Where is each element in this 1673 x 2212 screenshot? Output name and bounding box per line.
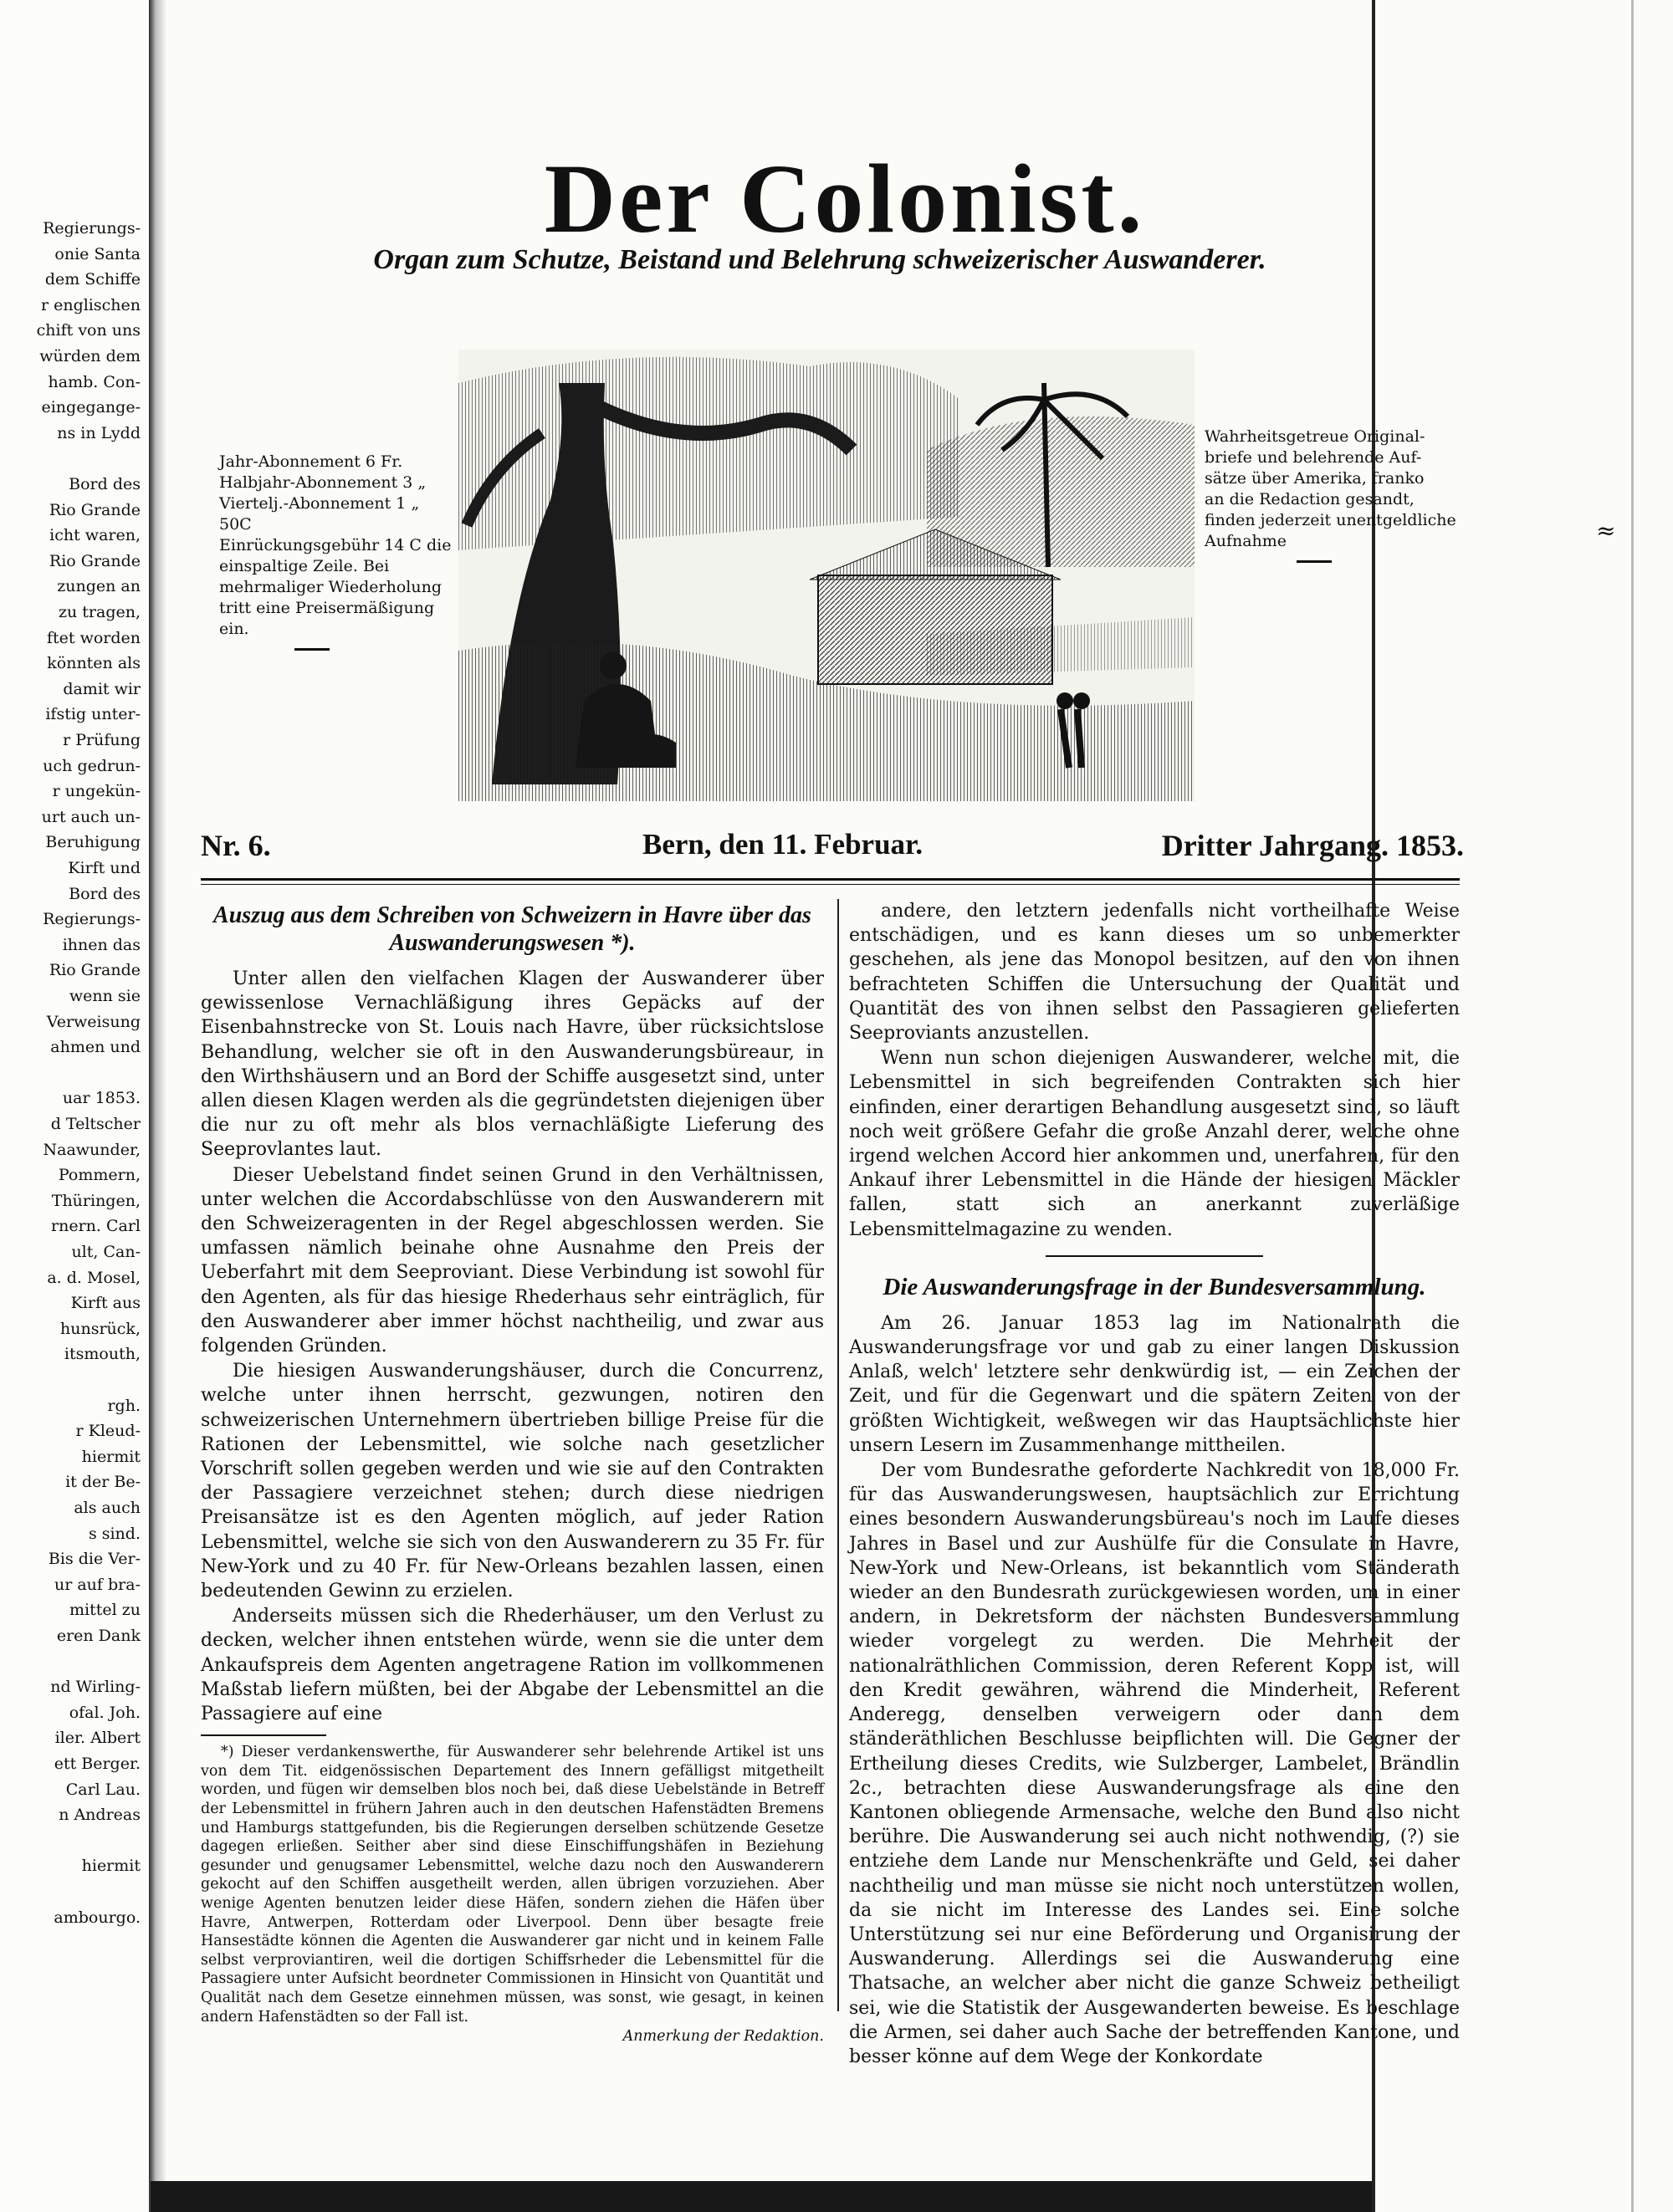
adjacent-page-line: uar 1853.: [62, 1089, 141, 1108]
adjacent-page-line: ett Berger.: [54, 1755, 141, 1773]
adjacent-page-line: Regierungs-: [43, 219, 141, 238]
subscription-line: einspaltige Zeile. Bei: [219, 557, 390, 575]
paragraph: Die hiesigen Auswanderungshäuser, durch die Concurrenz, welche unter ihnen herrscht, gezwungen, notiren den schweizerischen Unternehmern übertrieben billige Preise für die Rationen der Lebensmittel, wie solche nach gesetzlicher Vorschrift sollen gegeben werden und wie sie auf den Contrakten der Passagiere verzeichnet stehen; durch diese niedrigen Preisansätze ist es den Agenten möglich, auf jeder Ration Lebensmittel, welche sie sich von den Auswanderern zu 35 Fr. für New-York und zu 40 Fr. für New-Orleans bezahlen lassen, einen bedeutenden Gewinn zu erzielen.: [201, 1361, 824, 1602]
adjacent-page-line: hunsrück,: [60, 1319, 141, 1338]
subscription-lines: [219, 452, 453, 640]
editorial-line: finden jederzeit unentgeldliche: [1205, 511, 1456, 529]
masthead-illustration: [458, 350, 1195, 801]
adjacent-page-line: ofal. Joh.: [69, 1703, 141, 1722]
adjacent-page-line: ihnen das: [62, 935, 141, 954]
adjacent-page-line: uch gedrun-: [43, 756, 141, 775]
article1-body: [201, 967, 824, 1726]
adjacent-page-line: würden dem: [39, 347, 141, 365]
adjacent-page-strip: [0, 0, 154, 2212]
footnote: [201, 1743, 824, 2046]
adjacent-page-line: chift von uns: [36, 321, 141, 340]
article-separator: [1046, 1255, 1263, 1257]
adjacent-page-line: onie Santa: [54, 244, 141, 263]
scan-bottom-edge: [151, 2181, 1372, 2212]
page-gutter-shadow: [149, 0, 166, 2212]
adjacent-page-line: nd Wirling-: [50, 1678, 141, 1697]
adjacent-page-line: Bord des: [69, 884, 141, 903]
adjacent-page-line: s sind.: [88, 1524, 141, 1543]
subscription-line: Einrückungsgebühr 14 C die: [219, 536, 452, 554]
paragraph: Unter allen den vielfachen Klagen der Auswanderer über gewissenlose Vernachläßigung ihres Gepäcks auf der Eisenbahnstrecke von St. Louis nach Havre, über rücksichtslose Behandlung, welcher sie oft in den Auswanderungsbüreaur, in den Wirthshäusern und an Bord der Schiffe ausgesetzt sind, unter allen diesen Klagen werden als die gegründetsten diejenigen über die nur zu oft mehr als blos vernachläßigte Lieferung des Seeprovlantes laut.: [201, 968, 824, 1161]
left-column: [201, 902, 824, 2046]
adjacent-page-line: urt auch un-: [41, 807, 141, 826]
subscription-line: ein.: [219, 620, 249, 638]
adjacent-page-line: Verweisung: [46, 1012, 141, 1031]
issue-line: [201, 828, 1464, 865]
paragraph: *) Dieser verdankenswerthe, für Auswanderer sehr belehrende Artikel ist uns von dem Tit. eidgenössischen Departement des Innern gefälligst mitgetheilt worden, und fügen wir demselben blos noch bei, daß diese Uebelstände in Betreff der Lebensmittel in frühern Jahren auch in den deutschen Hafenstädten Bremens und Hamburgs stattgefunden, bis die Regierungen derselben schützende Gesetze dagegen erließen. Seither aber sind diese Einschiffungshäfen in Beziehung gesunder und genugsamer Lebensmittel, welche dazu noch den Auswanderern gekocht auf den Schiffen ausgetheilt werden, allen übrigen vorzuziehen. Aber wenige Agenten benutzen leider diese Häfen, sondern ziehen die Häfen über Havre, Antwerpen, Rotterdam oder Liverpool. Denn über besagte freie Hansestädte können die Agenten die Auswanderer gar nicht und in keinem Falle selbst verproviantiren, weil die dortigen Schiffsrheder die Lebensmittel für die Passagiere unter Aufsicht beordneter Commissionen in Hinsicht von Quantität und Qualität nach dem Gesetze einnehmen müssen, was sonst, wie gesagt, in keinen andern Hafenstädten so der Fall ist.: [201, 1744, 824, 2026]
editorial-lines: [1205, 427, 1481, 552]
adjacent-page-line: d Teltscher: [50, 1115, 141, 1133]
adjacent-page-line: Bis die Ver-: [48, 1550, 141, 1569]
margin-mark: ≈: [1596, 517, 1616, 544]
adjacent-page-line: ns in Lydd: [57, 423, 141, 442]
editorial-line: an die Redaction gesandt,: [1205, 490, 1415, 508]
adjacent-page-line: rgh.: [107, 1396, 141, 1415]
editorial-line: Wahrheitsgetreue Original-: [1205, 427, 1425, 446]
adjacent-page-line: Rio Grande: [49, 551, 141, 570]
adjacent-page-line: hiermit: [81, 1447, 141, 1466]
subscription-line: Halbjahr-Abonnement 3 „: [219, 473, 427, 492]
adjacent-page-line: dem Schiffe: [44, 270, 141, 289]
adjacent-page-line: Rio Grande: [49, 961, 141, 980]
adjacent-page-line: Carl Lau.: [65, 1780, 141, 1799]
adjacent-page-line: icht waren,: [49, 526, 141, 545]
paragraph: Der vom Bundesrathe geforderte Nachkredit von 18,000 Fr. für das Auswanderungswesen, hauptsächlich zur Errichtung eines besondern Auswanderungsbüreau's noch im Laufe dieses Jahres in Basel und zur Aushülfe für die Consulate in Havre, New-York und New-Orleans, ist bekanntlich vom Ständerath wieder an den Bundesrath zurückgewiesen worden, um in einer andern, in Dekretsform der nächsten Bundesversammlung wieder vorgelegt zu werden. Die Mehrheit der nationalräthlichen Commission, deren Referent Kopp ist, will den Kredit gewähren, während die Minderheit, Referent Anderegg, denselben verweigern oder dann dem ständeräthlichen Beschlusse beipflichten will. Die Gegner der Ertheilung dieses Credits, wie Sulzberger, Lambelet, Brändlin 2c., betrachten diese Auswanderungsfrage als eine den Kantonen obliegende Armensache, welche den Bund also nicht berühre. Die Auswanderung sei auch nicht nothwendig, (?) sie entziehe dem Lande nur Menschenkräfte und Geld, sei daher nachtheilig und man müsse sie nicht noch unterstützen wollen, da sie nicht im Interesse des Landes sei. Eine solche Unterstützung sei nur eine Beförderung und Organisirung der Auswanderung. Allerdings sei die Auswanderung eine Thatsache, an welcher aber nicht die ganze Schweiz betheiligt sei, wie die Statistik der Ausgewanderten beweise. Es beschlage die Armen, sei daher auch Sache der betreffenden Kantone, und besser könne auf dem Wege der Konkordate: [849, 1460, 1460, 2067]
adjacent-page-line: a. d. Mosel,: [47, 1268, 141, 1287]
adjacent-page-line: ifstig unter-: [45, 705, 141, 724]
adjacent-page-line: rnern. Carl: [51, 1217, 141, 1236]
adjacent-page-line: ambourgo.: [54, 1908, 141, 1927]
adjacent-page-line: Kirft aus: [70, 1294, 141, 1313]
adjacent-page-line: damit wir: [63, 679, 141, 698]
subscription-line: Viertelj.-Abonnement 1 „ 50C: [219, 494, 420, 534]
adjacent-page-line: eingegange-: [41, 398, 141, 417]
adjacent-page-line: hiermit: [81, 1857, 141, 1876]
subscription-line: tritt eine Preisermäßigung: [219, 599, 435, 617]
adjacent-page-line: r Kleud-: [75, 1422, 141, 1441]
adjacent-page-line: it der Be-: [65, 1473, 141, 1492]
adjacent-page-line: eren Dank: [56, 1627, 141, 1645]
adjacent-page-line: könnten als: [47, 654, 141, 673]
adjacent-page-line: Naawunder,: [43, 1140, 141, 1159]
adjacent-page-line: ult, Can-: [71, 1243, 141, 1261]
subscription-line: mehrmaliger Wiederholung: [219, 578, 442, 596]
issue-volume: Dritter Jahrgang. 1853.: [1161, 829, 1464, 862]
editorial-line: briefe und belehrende Auf-: [1205, 448, 1422, 467]
adjacent-page-line: iler. Albert: [54, 1729, 141, 1748]
adjacent-page-line: mittel zu: [69, 1601, 141, 1620]
adjacent-page-line: ftet worden: [46, 628, 141, 647]
masthead-subtitle: Organ zum Schutze, Beistand und Belehrung schweizerischer Auswanderer.: [373, 244, 1266, 275]
header-rule-thin: [201, 884, 1460, 885]
subscription-box: [219, 452, 453, 651]
adjacent-page-line: r englischen: [40, 295, 141, 314]
footnote-signature: Anmerkung der Redaktion.: [622, 2028, 824, 2046]
adjacent-page-line: Rio Grande: [49, 500, 141, 519]
editorial-box: [1205, 427, 1481, 563]
paragraph: andere, den letztern jedenfalls nicht vortheilhafte Weise entschädigen, und es kann dieses um so unbemerkter geschehen, als jene das Monopol besitzen, auf den von ihnen befrachteten Schiffen die Untersuchung der Qualität und Quantität des von ihnen selbst den Passagieren gelieferten Seeproviants anzustellen.: [849, 901, 1460, 1045]
article1-continued: [849, 899, 1460, 1242]
article1-heading: Auszug aus dem Schreiben von Schweizern in Havre über das Auswanderungswesen *).: [213, 902, 811, 956]
adjacent-page-line: Kirft und: [68, 859, 141, 877]
adjacent-page-line: itsmouth,: [64, 1345, 141, 1364]
paragraph: Am 26. Januar 1853 lag im Nationalrath die Auswanderungsfrage vor und gab zu einer langen Diskussion Anlaß, welch' letztere sehr denkwürdig ist, — ein Zeichen der Zeit, und für die Gegenwart und die spätern Zeiten von der größten Wichtigkeit, weßwegen wir das Hauptsächlichste hier unsern Lesern im Zusammenhange mittheilen.: [849, 1312, 1460, 1456]
adjacent-page-line: wenn sie: [69, 987, 141, 1005]
column-divider: [837, 899, 839, 2011]
footnote-rule: [201, 1734, 326, 1736]
issue-number: Nr. 6.: [201, 829, 271, 862]
adjacent-page-line: hamb. Con-: [48, 372, 141, 391]
header-rule: [201, 878, 1460, 881]
adjacent-page-line: Thüringen,: [51, 1191, 141, 1210]
adjacent-page-line: ahmen und: [50, 1038, 141, 1057]
adjacent-page-line: Beruhigung: [45, 833, 141, 852]
footnote-body: [201, 1743, 824, 2026]
masthead-title: Der Colonist.: [544, 144, 1146, 253]
issue-place-date: Bern, den 11. Februar.: [642, 828, 923, 861]
box-rule: [1297, 560, 1332, 563]
adjacent-page-line: als auch: [74, 1499, 141, 1517]
page-edge-outer: [1631, 0, 1634, 2212]
editorial-line: sätze über Amerika, franko: [1205, 469, 1425, 488]
adjacent-page-line: zu tragen,: [58, 603, 141, 621]
paragraph: Wenn nun schon diejenigen Auswanderer, welche mit, die Lebensmittel in sich begreifenden Contrakten sich hier einfinden, einer derartigen Behandlung ausgesetzt sind, so läuft noch weit größere Gefahr die große Anzahl derer, welche ohne irgend welchen Accord hier ankommen und, unerfahren, für den Ankauf ihrer Lebensmittel in die Hände der hiesigen Mäckler fallen, statt sich an anerkannt zuverläßige Lebensmittelmagazine zu wenden.: [849, 1048, 1460, 1240]
adjacent-page-line: Bord des: [69, 475, 141, 493]
subscription-line: Jahr-Abonnement 6 Fr.: [219, 452, 403, 471]
adjacent-page-line: n Andreas: [59, 1806, 141, 1825]
paragraph: Anderseits müssen sich die Rhederhäuser, um den Verlust zu decken, welcher ihnen entstehen würde, wenn sie die unter dem Ankaufspreis dem Agenten angetragene Ration im vollkommenen Maßstab liefern müßten, bei der Abgabe der Lebensmittel an die Passagiere auf eine: [201, 1606, 824, 1725]
box-rule: [294, 648, 330, 651]
paragraph: Dieser Uebelstand findet seinen Grund in den Verhältnissen, unter welchen die Accordabschlüsse von den Auswanderern mit den Schweizeragenten in der Regel abgeschlossen werden. Sie umfassen nämlich beinahe ohne Ausnahme den Preis der Ueberfahrt mit dem Seeproviant. Diese Verbindung ist sowohl für den Agenten, als für das hiesige Rhederhaus sehr einträglich, für den Auswanderer aber immer höchst nachtheilig, und zwar aus folgenden Gründen.: [201, 1164, 824, 1357]
article2-body: [849, 1311, 1460, 2069]
editorial-line: Aufnahme: [1205, 532, 1287, 550]
adjacent-page-line: zungen an: [57, 577, 141, 596]
article2-heading: Die Auswanderungsfrage in der Bundesversammlung.: [883, 1273, 1426, 1300]
adjacent-page-line: r Prüfung: [63, 731, 141, 749]
adjacent-page-line: Regierungs-: [43, 910, 141, 929]
right-column: [849, 899, 1460, 2070]
adjacent-page-line: r ungekün-: [52, 782, 141, 801]
adjacent-page-line: Pommern,: [58, 1166, 141, 1185]
adjacent-page-line: ur auf bra-: [54, 1575, 141, 1594]
